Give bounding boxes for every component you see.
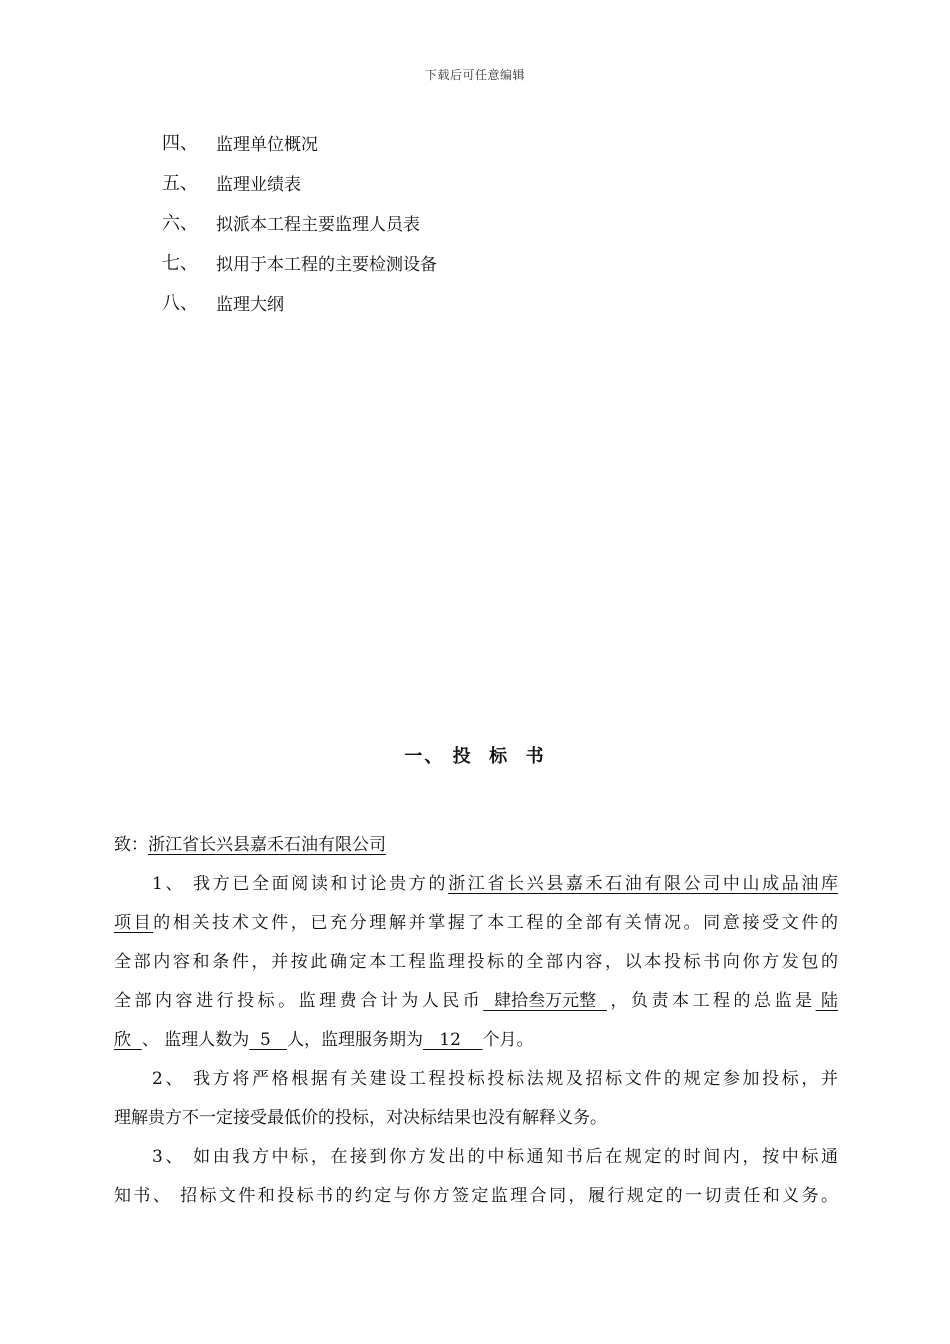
toc-item-number: 五、 xyxy=(162,173,198,194)
text-run: 的相关技术文件，已充分理解并掌握了本工程的全部有关情况。同意接受文件的 xyxy=(153,913,839,933)
project-name-tail: 项目 xyxy=(114,913,154,933)
service-period: 12 xyxy=(423,1030,483,1050)
toc-item xyxy=(162,162,437,202)
staff-count: 5 xyxy=(249,1030,288,1050)
toc-item-number: 四、 xyxy=(162,133,198,154)
text-run: 个月。 xyxy=(482,1030,534,1050)
letter-addressee xyxy=(114,826,838,865)
table-of-contents xyxy=(162,122,437,322)
toc-item-label: 拟用于本工程的主要检测设备 xyxy=(216,254,437,275)
toc-item-label: 拟派本工程主要监理人员表 xyxy=(216,214,420,235)
toc-item xyxy=(162,242,437,282)
text-run: 如由我方中标，在接到你方发出的中标通知书后在规定的时间内，按中标通 xyxy=(185,1147,838,1167)
section-title: 一、 投 标 书 xyxy=(404,746,546,767)
paragraph-2-line-1 xyxy=(114,1060,838,1099)
tender-letter xyxy=(114,826,838,1216)
project-name: 浙江省长兴县嘉禾石油有限公司中山成品油库 xyxy=(448,874,839,894)
text-run: ，负责本工程的总监是 xyxy=(606,991,816,1011)
paragraph-2-line-2: 理解贵方不一定接受最低价的投标，对决标结果也没有解释义务。 xyxy=(114,1108,607,1128)
page-header: 下载后可任意编辑 xyxy=(424,68,525,82)
chief-supervisor-name-tail: 欣 xyxy=(114,1030,142,1050)
addressee-name: 浙江省长兴县嘉禾石油有限公司 xyxy=(148,835,386,855)
toc-item-label: 监理业绩表 xyxy=(216,174,301,195)
paragraph-1-line-4 xyxy=(114,982,838,1021)
paragraph-1-line-3: 全部内容和条件，并按此确定本工程监理投标的全部内容，以本投标书向你方发包的 xyxy=(114,952,838,972)
paragraph-number: 1、 xyxy=(152,874,186,894)
paragraph-3-line-2: 知书、 招标文件和投标书的约定与你方签定监理合同，履行规定的一切责任和义务。 xyxy=(114,1186,838,1206)
toc-item-label: 监理大纲 xyxy=(216,294,284,315)
toc-item xyxy=(162,282,437,322)
addressee-prefix: 致： xyxy=(114,835,148,855)
paragraph-1-line-2 xyxy=(114,904,838,943)
fee-amount: 肆拾叁万元整 xyxy=(483,991,607,1011)
paragraph-1-line-1 xyxy=(114,865,838,904)
toc-item xyxy=(162,202,437,242)
toc-item-number: 八、 xyxy=(162,293,198,314)
paragraph-number: 3、 xyxy=(152,1147,186,1167)
text-run: 我方已全面阅读和讨论贵方的 xyxy=(185,874,449,894)
text-run: 、 监理人数为 xyxy=(141,1030,250,1050)
toc-item-number: 七、 xyxy=(162,253,198,274)
paragraph-number: 2、 xyxy=(152,1069,186,1089)
paragraph-1-line-5 xyxy=(114,1021,838,1060)
paragraph-3-line-1 xyxy=(114,1138,838,1177)
text-run: 全部内容进行投标。监理费合计为人民币 xyxy=(114,991,484,1011)
toc-item-number: 六、 xyxy=(162,213,198,234)
toc-item-label: 监理单位概况 xyxy=(216,134,318,155)
text-run: 我方将严格根据有关建设工程投标投标法规及招标文件的规定参加投标，并 xyxy=(185,1069,838,1089)
toc-item xyxy=(162,122,437,162)
chief-supervisor-name: 陆 xyxy=(815,991,839,1011)
text-run: 人，监理服务期为 xyxy=(287,1030,424,1050)
